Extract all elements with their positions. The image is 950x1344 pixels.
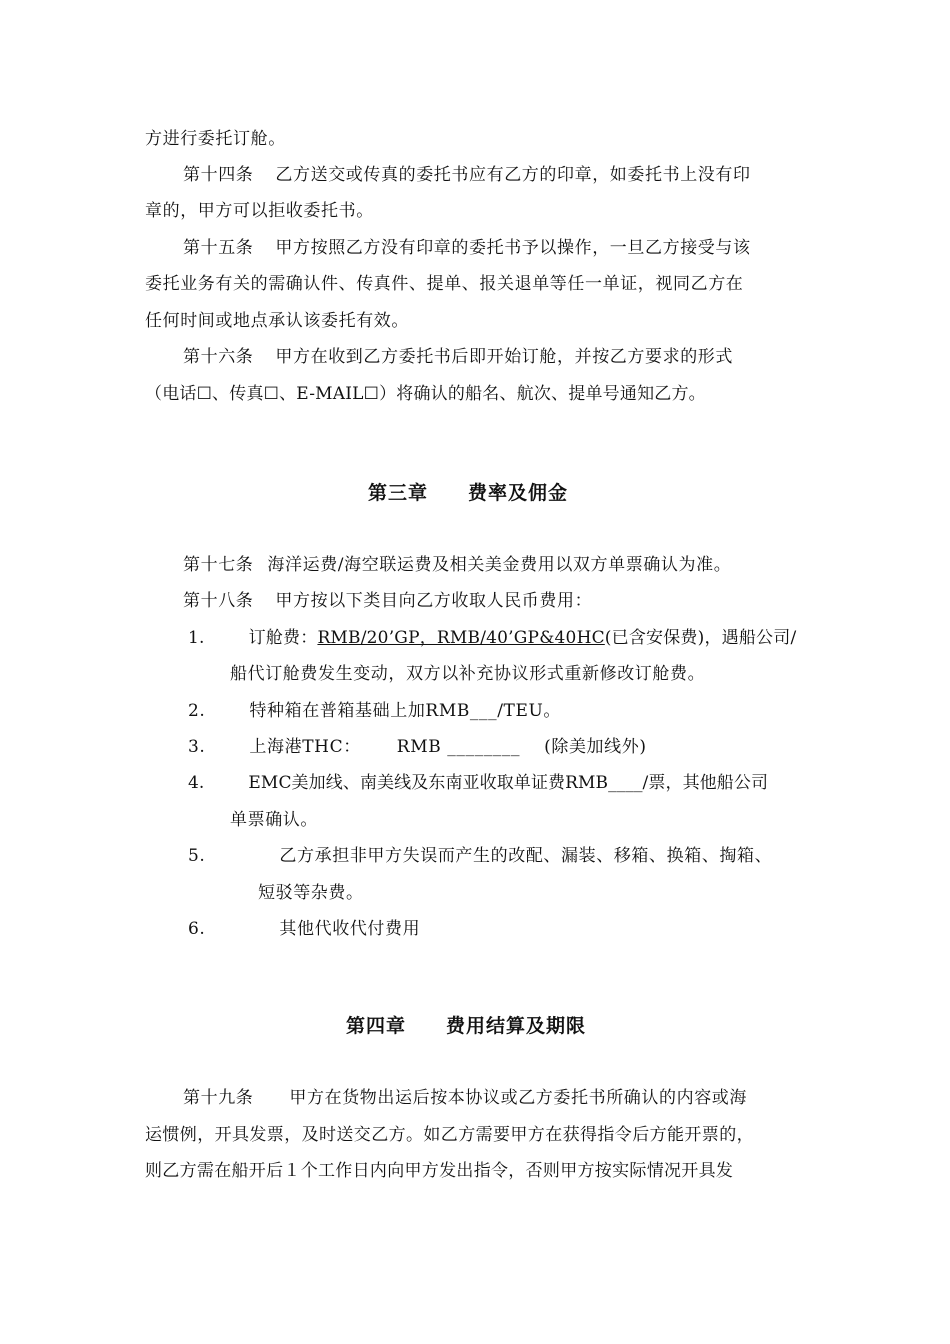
article-16-line-2 [145, 383, 706, 405]
article-14-label: 第十四条 [183, 165, 254, 185]
paragraph-text: 甲方按以下类目向乙方收取人民币费用： [275, 591, 593, 611]
chapter-3-heading [368, 481, 568, 505]
chapter-number: 第四章 [346, 1015, 407, 1037]
article-13-tail [145, 128, 286, 150]
fee-item-5-continued [258, 882, 364, 904]
article-15-line-3 [145, 310, 409, 332]
chapter-title: 费用结算及期限 [446, 1015, 587, 1037]
article-19-line-3 [145, 1160, 733, 1182]
chapter-title: 费率及佣金 [468, 482, 569, 504]
list-text: 乙方承担非甲方失误而产生的改配、漏装、移箱、换箱、掏箱、 [279, 846, 773, 866]
article-15-line-1 [183, 237, 751, 259]
list-number: 4. [188, 773, 205, 793]
booking-fee-rates: RMB/20’GP，RMB/40’GP&40HC [317, 628, 605, 648]
article-19-label: 第十九条 [183, 1088, 254, 1108]
list-number: 3. [188, 737, 206, 757]
list-number: 6. [188, 919, 206, 939]
paragraph-text: 任何时间或地点承认该委托有效。 [145, 311, 409, 331]
article-18 [183, 590, 592, 612]
article-14-line-1 [183, 164, 751, 186]
paragraph-text: 运惯例，开具发票，及时送交乙方。如乙方需要甲方在获得指令后方能开票的， [145, 1125, 754, 1145]
fee-item-4-continued [230, 809, 318, 831]
article-19-line-1 [183, 1087, 747, 1109]
article-18-label: 第十八条 [183, 591, 254, 611]
list-note: (除美加线外) [544, 737, 647, 757]
list-number: 5. [188, 846, 206, 866]
article-14-line-2 [145, 200, 374, 222]
article-15-line-2 [145, 273, 743, 295]
article-19-line-2 [145, 1124, 754, 1146]
paragraph-text: 章的，甲方可以拒收委托书。 [145, 201, 374, 221]
paragraph-text: 甲方按照乙方没有印章的委托书予以操作，一旦乙方接受与该 [275, 238, 751, 258]
paragraph-text: 甲方在货物出运后按本协议或乙方委托书所确认的内容或海 [289, 1088, 748, 1108]
list-text: 特种箱在普箱基础上加RMB___/TEU。 [249, 701, 562, 721]
article-17 [183, 554, 731, 576]
paragraph-text: （电话☐、传真☐、E-MAIL☐）将确认的船名、航次、提单号通知乙方。 [145, 384, 706, 404]
paragraph-text: 乙方送交或传真的委托书应有乙方的印章，如委托书上没有印 [275, 165, 751, 185]
fee-item-2 [188, 700, 561, 722]
list-text: 船代订舱费发生变动，双方以补充协议形式重新修改订舱费。 [230, 664, 706, 684]
fee-item-3 [188, 736, 647, 758]
fee-item-5 [188, 845, 772, 867]
article-16-label: 第十六条 [183, 347, 254, 367]
list-text: 订舱费： [248, 628, 318, 648]
list-text: 短驳等杂费。 [258, 883, 364, 903]
paragraph-text: 则乙方需在船开后１个工作日内向甲方发出指令，否则甲方按实际情况开具发 [145, 1161, 734, 1181]
article-16-line-1 [183, 346, 733, 368]
list-text: 单票确认。 [230, 810, 318, 830]
paragraph-text: 委托业务有关的需确认件、传真件、提单、报关退单等任一单证，视同乙方在 [145, 274, 744, 294]
fee-item-1 [188, 627, 796, 649]
thc-amount: RMB ________ [396, 737, 521, 757]
fee-item-4 [188, 772, 768, 794]
list-text: EMC美加线、南美线及东南亚收取单证费RMB____/票，其他船公司 [248, 773, 769, 793]
chapter-4-heading [346, 1014, 586, 1038]
paragraph-text: 海洋运费/海空联运费及相关美金费用以双方单票确认为准。 [267, 555, 732, 575]
list-number: 2. [188, 701, 206, 721]
paragraph-text: 甲方在收到乙方委托书后即开始订舱，并按乙方要求的形式 [275, 347, 734, 367]
article-15-label: 第十五条 [183, 238, 254, 258]
chapter-number: 第三章 [368, 482, 429, 504]
list-text: 其他代收代付费用 [279, 919, 421, 939]
article-17-label: 第十七条 [183, 555, 254, 575]
list-text: 上海港THC： [249, 737, 361, 757]
list-number: 1. [188, 628, 205, 648]
paragraph-text: 方进行委托订舱。 [145, 129, 286, 149]
list-text: (已含安保费)，遇船公司/ [604, 628, 797, 648]
fee-item-6 [188, 918, 420, 940]
fee-item-1-continued [230, 663, 705, 685]
